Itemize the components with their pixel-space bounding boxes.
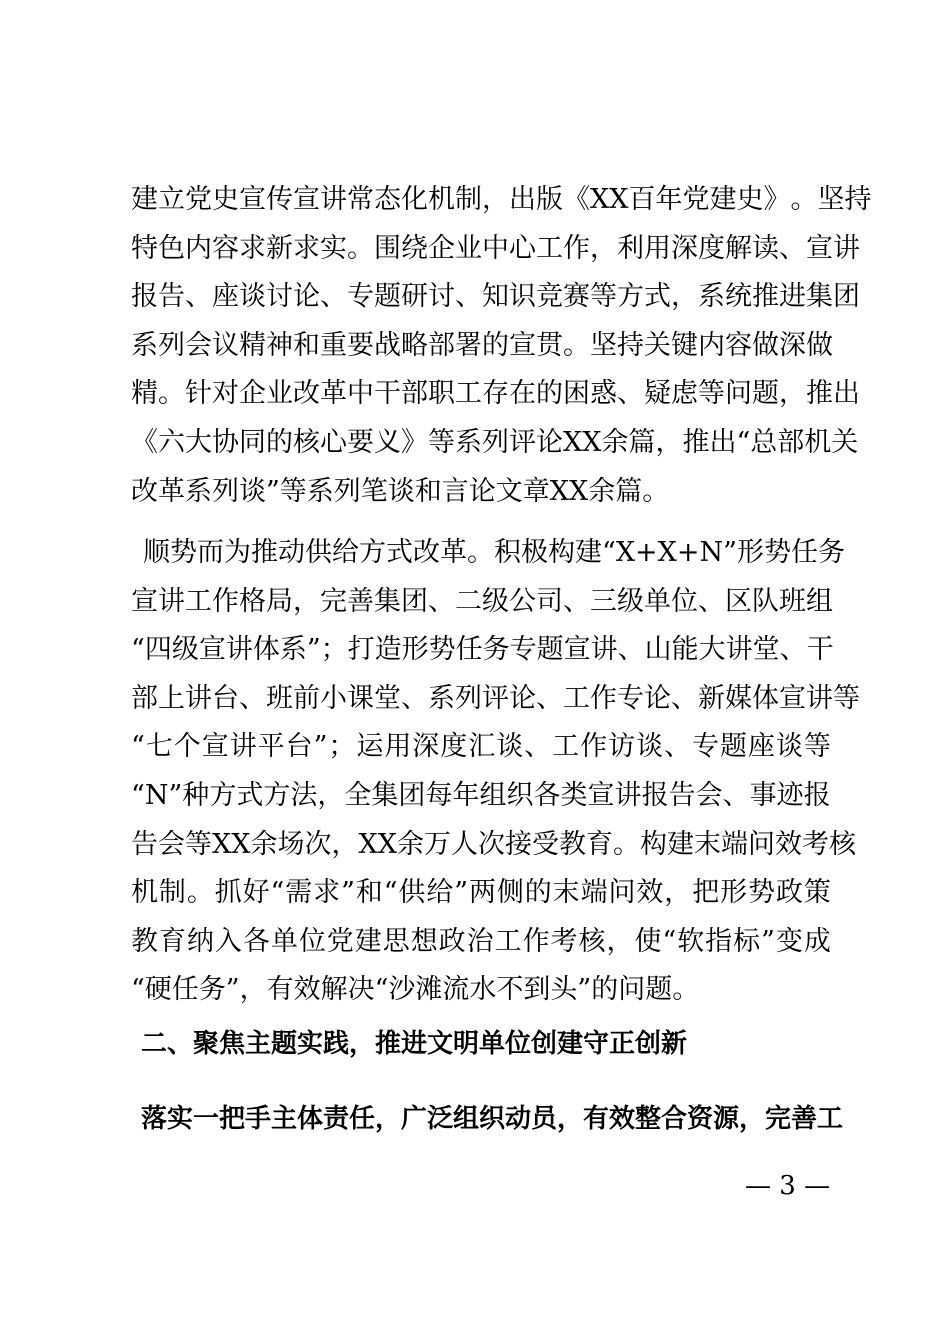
- text-line: 部 上 讲 台 、 班 前 小 课 堂 、 系 列 评 论 、 工 作 专 论 、 新 媒 体 宣 讲 等: [131, 682, 860, 714]
- text-line: 精 。 针 对 企 业 改 革 中 干 部 职 工 存 在 的 困 惑 、 疑 虑 等 问 题 ， 推 出: [131, 378, 860, 410]
- text-line: 告 会 等 X X 余 场 次 ， X X 余 万 人 次 接 受 教 育 。 构 建 末 端 问 效 考 核: [131, 828, 856, 860]
- page-number: — 3 —: [745, 1171, 831, 1201]
- text-line: 教 育 纳 入 各 单 位 党 建 思 想 政 治 工 作 考 核 ， 使 “ 软 指 标 ” 变 成: [131, 925, 831, 957]
- text-line: 机 制 。 抓 好 “ 需 求 ” 和 “ 供 给 ” 两 侧 的 末 端 问 效 ， 把 形 势 政 策: [131, 877, 831, 909]
- text-line: 《 六 大 协 同 的 核 心 要 义 》 等 系 列 评 论 X X 余 篇 ， 推 出 “ 总 部 机 关: [131, 426, 859, 458]
- section-heading: 二、聚焦主题实践，推进文明单位创建守正创新: [141, 1029, 688, 1059]
- paragraph-party-history: [131, 176, 872, 516]
- text-line: 顺 势 而 为 推 动 供 给 方 式 改 革 。 积 极 构 建 “ X + X + N ” 形 势 任 务: [143, 537, 845, 568]
- text-line: 特 色 内 容 求 新 求 实 。 围 绕 企 业 中 心 工 作 ， 利 用 深 度 解 读 、 宣 讲: [131, 232, 860, 264]
- text-line: “ 七 个 宣 讲 平 台 ” ； 运 用 深 度 汇 谈 、 工 作 访 谈 、 专 题 座 谈 等: [131, 731, 831, 763]
- text-line: 改革系列谈”等系列笔谈和言论文章XX余篇。: [131, 475, 670, 507]
- text-line: 系 列 会 议 精 神 和 重 要 战 略 部 署 的 宣 贯 。 坚 持 关 键 内 容 做 深 做: [131, 329, 833, 361]
- paragraph-supply-reform: [131, 529, 860, 1015]
- text-line: 报 告 、 座 谈 讨 论 、 专 题 研 讨 、 知 识 竞 赛 等 方 式 ， 系 统 推 进 集 团: [131, 281, 860, 313]
- text-line: 宣 讲 工 作 格 局 ， 完 善 集 团 、 二 级 公 司 、 三 级 单 位 、 区 队 班 组: [131, 585, 833, 617]
- section-first-line: 落实一把手主体责任，广泛组织动员，有效整合资源，完善工: [141, 1104, 844, 1134]
- text-line: “硬任务”，有效解决“沙滩流水不到头”的问题。: [131, 974, 700, 1006]
- text-line: “ 四 级 宣 讲 体 系 ” ； 打 造 形 势 任 务 专 题 宣 讲 、 山 能 大 讲 堂 、 干: [131, 634, 834, 666]
- text-line: “ N ” 种 方 式 方 法 ， 全 集 团 每 年 组 织 各 类 宣 讲 报 告 会 、 事 迹 报: [131, 779, 831, 811]
- text-line: 建 立 党 史 宣 传 宣 讲 常 态 化 机 制 ， 出 版 《 X X 百 年 党 建 史 》 。 坚 持: [131, 184, 872, 215]
